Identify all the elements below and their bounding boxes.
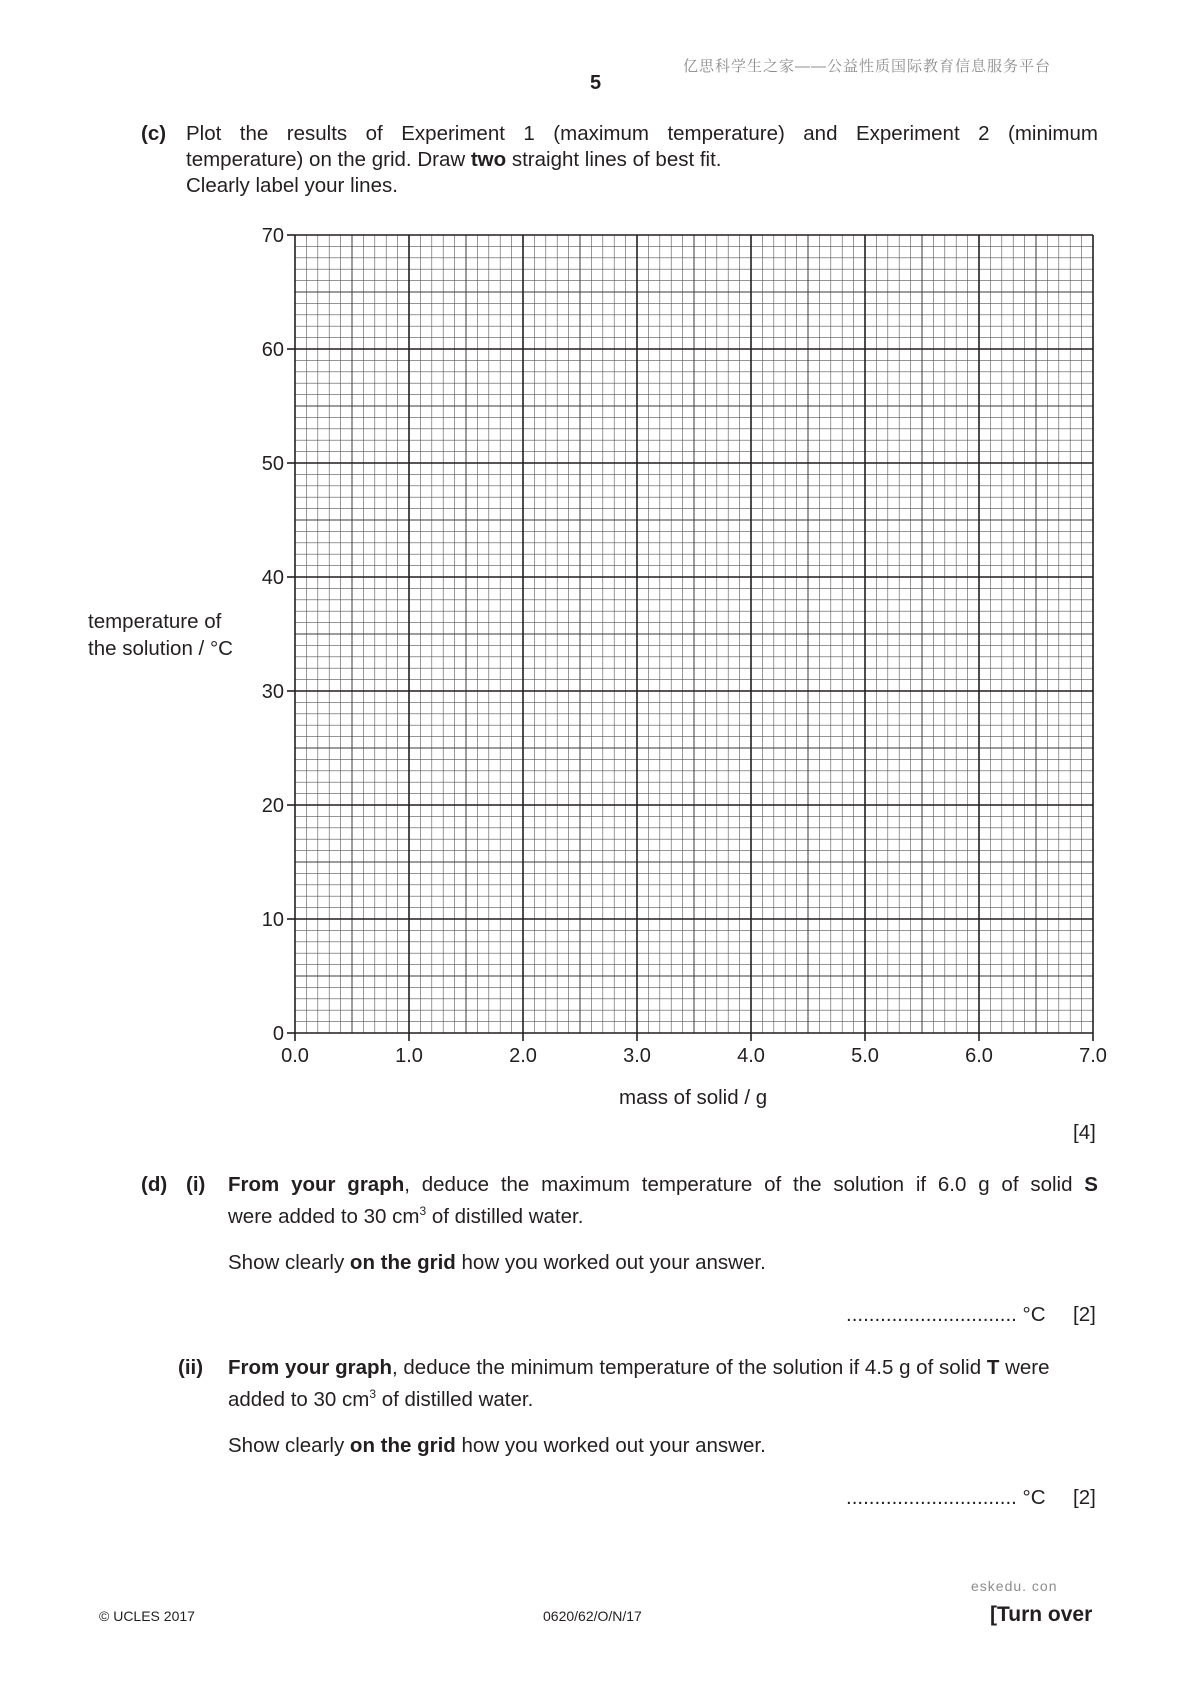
y-axis-label-line1: temperature of [88,610,222,633]
axis-tick-labels [262,225,1107,1067]
part-d-label: (d) [141,1173,168,1196]
copyright: © UCLES 2017 [99,1608,195,1624]
part-d-ii-line1: From your graph, deduce the minimum temperature of the solution if 4.5 g of solid T were [228,1356,1050,1379]
y-tick-label: 40 [261,567,284,589]
x-tick-label: 6.0 [965,1045,993,1067]
grid-half-lines [295,235,1093,1033]
y-tick-label: 0 [272,1023,284,1045]
part-d-ii-label: (ii) [178,1356,204,1379]
x-tick-label: 3.0 [623,1045,651,1067]
page-number: 5 [590,72,602,94]
part-d-ii-marks: [2] [1073,1486,1096,1509]
part-c-line1: Plot the results of Experiment 1 (maximum temperature) and Experiment 2 (minimum [186,122,1098,145]
y-tick-label: 30 [261,681,284,703]
turn-over: [Turn over [990,1603,1093,1626]
answer-line-d-ii[interactable]: .............................. °C [846,1486,1046,1509]
x-tick-label: 5.0 [851,1045,879,1067]
top-watermark: 亿思科学生之家——公益性质国际教育信息服务平台 [683,58,1052,75]
y-tick-label: 50 [261,453,284,475]
y-axis-label-line2: the solution / °C [88,637,233,660]
part-d-i-marks: [2] [1073,1303,1096,1326]
paper-code: 0620/62/O/N/17 [543,1608,642,1624]
x-tick-label: 2.0 [509,1045,537,1067]
x-tick-label: 1.0 [395,1045,423,1067]
part-d-i-line1: From your graph, deduce the maximum temperature of the solution if 6.0 g of solid S [228,1173,1098,1196]
part-c-marks: [4] [1073,1121,1096,1144]
y-tick-label: 60 [261,339,284,361]
part-c-line3: Clearly label your lines. [186,174,398,197]
part-d-i-line2: were added to 30 $cm^3$ of distilled water. [228,1204,584,1228]
part-d-i-show: Show clearly on the grid how you worked out your answer. [228,1251,766,1274]
x-axis-label: mass of solid / g [619,1086,768,1109]
axis-ticks [287,235,1093,1041]
part-d-i-label: (i) [186,1173,206,1196]
bottom-watermark: eskedu. con [971,1578,1058,1594]
part-c-label: (c) [141,122,167,145]
part-d-ii-show: Show clearly on the grid how you worked out your answer. [228,1434,766,1457]
x-tick-label: 7.0 [1079,1045,1107,1067]
part-d-ii-line2: added to 30 $cm^3$ of distilled water. [228,1387,534,1411]
x-tick-label: 0.0 [281,1045,309,1067]
y-tick-label: 10 [261,909,284,931]
y-tick-label: 70 [261,225,284,247]
x-tick-label: 4.0 [737,1045,765,1067]
answer-line-d-i[interactable]: .............................. °C [846,1303,1046,1326]
y-tick-label: 20 [261,795,284,817]
part-c-line2: temperature) on the grid. Draw two straight lines of best fit. [186,148,722,171]
